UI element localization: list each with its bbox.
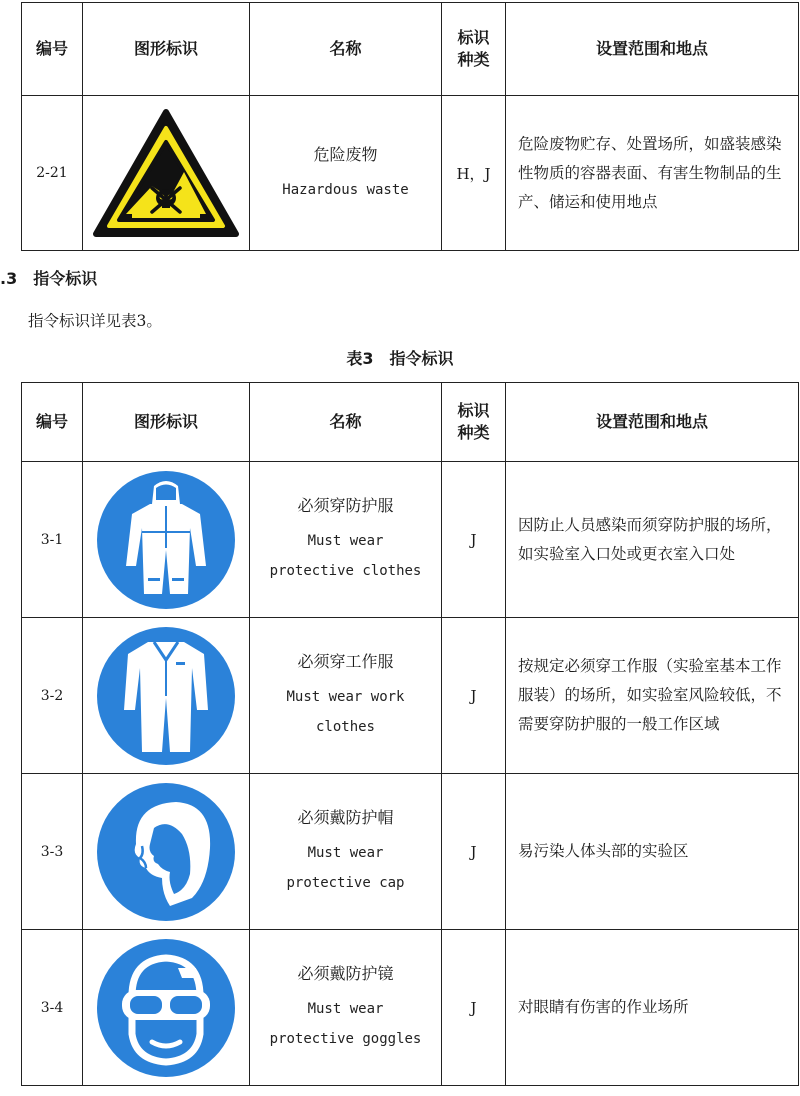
sign-name-zh: 必须戴防护镜 <box>297 964 394 983</box>
sign-name-en: Must wear work clothes <box>286 689 405 735</box>
table-row <box>22 96 799 251</box>
sign-name <box>250 462 442 618</box>
header-kind: 标识 种类 <box>442 3 506 96</box>
sign-code: 3-4 <box>22 930 83 1086</box>
sign-name-en: Must wear protective clothes <box>269 533 422 579</box>
sign-name <box>250 96 442 251</box>
table-header-row <box>22 383 799 462</box>
table-row <box>22 462 799 618</box>
table-row <box>22 618 799 774</box>
sign-scope: 按规定必须穿工作服（实验室基本工作服装）的场所，如实验室风险较低，不需要穿防护服的一般工作区域 <box>506 618 799 774</box>
sign-code: 2-21 <box>22 96 83 251</box>
mandatory-sign-table <box>21 382 799 1086</box>
header-graphic: 图形标识 <box>83 3 250 96</box>
sign-graphic <box>83 618 250 774</box>
work-clothes-icon <box>96 626 236 766</box>
sign-scope: 因防止人员感染而须穿防护服的场所，如实验室入口处或更衣室入口处 <box>506 462 799 618</box>
header-code: 编号 <box>22 3 83 96</box>
sign-name-zh: 必须戴防护帽 <box>297 808 394 827</box>
table-row <box>22 774 799 930</box>
header-name: 名称 <box>250 3 442 96</box>
sign-code: 3-3 <box>22 774 83 930</box>
sign-graphic <box>83 96 250 251</box>
sign-name-en: Must wear protective goggles <box>269 1001 422 1047</box>
sign-name <box>250 930 442 1086</box>
protective-clothes-icon <box>96 470 236 610</box>
hazardous-waste-warning-icon <box>92 108 240 238</box>
sign-scope: 对眼睛有伤害的作业场所 <box>506 930 799 1086</box>
sign-name-en: Hazardous waste <box>282 181 409 198</box>
protective-cap-icon <box>96 782 236 922</box>
section-title: 指令标识 <box>33 269 98 288</box>
header-kind: 标识 种类 <box>442 383 506 462</box>
sign-scope: 危险废物贮存、处置场所，如盛装感染性物质的容器表面、有害生物制品的生产、储运和使用地点 <box>506 96 799 251</box>
sign-kind: J <box>442 462 506 618</box>
section-note: 指令标识详见表3。 <box>28 312 162 330</box>
sign-kind: J <box>442 618 506 774</box>
sign-name-en: Must wear protective cap <box>286 845 405 891</box>
section-heading <box>0 266 97 289</box>
sign-code: 3-2 <box>22 618 83 774</box>
sign-graphic <box>83 930 250 1086</box>
sign-kind: J <box>442 930 506 1086</box>
sign-code: 3-1 <box>22 462 83 618</box>
table-row <box>22 930 799 1086</box>
sign-kind: J <box>442 774 506 930</box>
header-code: 编号 <box>22 383 83 462</box>
sign-graphic <box>83 462 250 618</box>
table-header-row <box>22 3 799 96</box>
header-name: 名称 <box>250 383 442 462</box>
header-scope: 设置范围和地点 <box>506 383 799 462</box>
sign-kind: H，J <box>442 96 506 251</box>
sign-name-zh: 危险废物 <box>313 144 378 164</box>
sign-name <box>250 774 442 930</box>
header-scope: 设置范围和地点 <box>506 3 799 96</box>
section-number: .3 <box>0 269 18 288</box>
sign-name-zh: 必须穿防护服 <box>297 496 394 515</box>
sign-graphic <box>83 774 250 930</box>
sign-scope: 易污染人体头部的实验区 <box>506 774 799 930</box>
header-graphic: 图形标识 <box>83 383 250 462</box>
warning-sign-table <box>21 2 799 251</box>
sign-name <box>250 618 442 774</box>
sign-name-zh: 必须穿工作服 <box>297 652 394 671</box>
table-caption: 表3 指令标识 <box>346 349 454 368</box>
protective-goggles-icon <box>96 938 236 1078</box>
